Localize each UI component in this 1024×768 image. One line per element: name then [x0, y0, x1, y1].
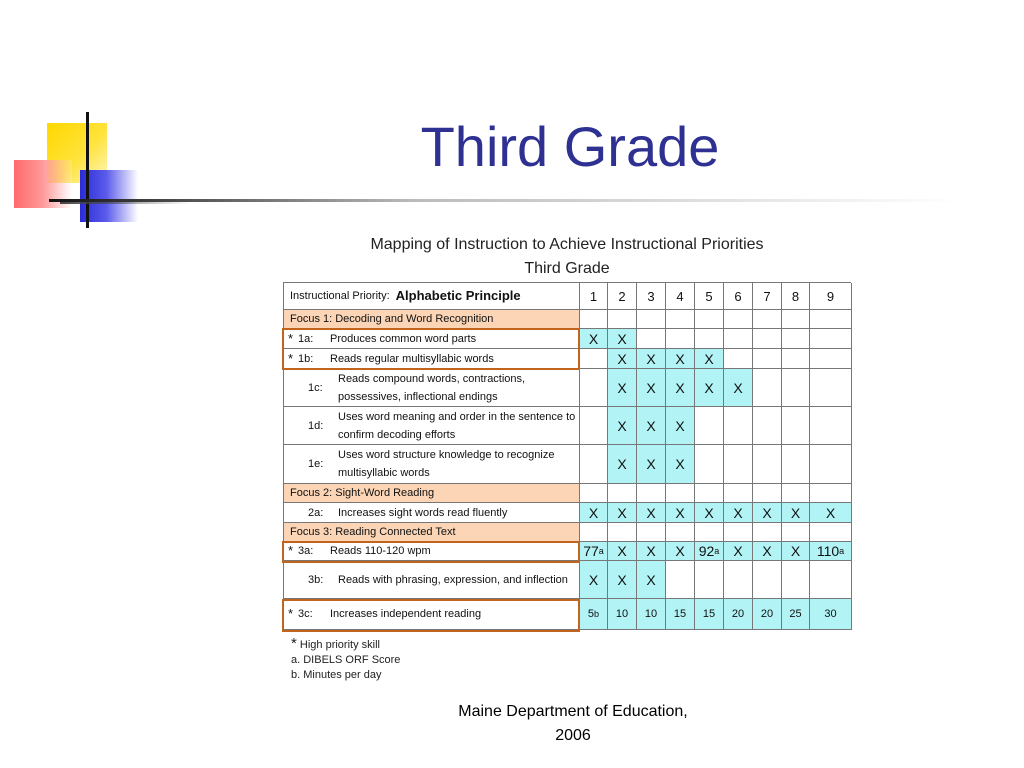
- row-code: 2a:: [308, 506, 324, 519]
- row-1d-label: [284, 407, 580, 445]
- mark-cell: X: [724, 369, 753, 407]
- orf-score: 92: [698, 543, 715, 559]
- row-3a-label: [284, 542, 580, 561]
- empty-cell: [724, 561, 753, 599]
- empty-cell: [580, 484, 608, 503]
- row-code: 1c:: [308, 381, 323, 394]
- mark-cell: X: [666, 542, 695, 561]
- minutes-cell: 30: [810, 599, 852, 630]
- title-underline-accent: [60, 202, 190, 204]
- column-header: 7: [753, 283, 782, 310]
- column-header: 3: [637, 283, 666, 310]
- empty-cell: [810, 369, 852, 407]
- empty-cell: [782, 561, 810, 599]
- empty-cell: [753, 369, 782, 407]
- empty-cell: [753, 407, 782, 445]
- empty-cell: [810, 349, 852, 369]
- empty-cell: [695, 445, 724, 484]
- mark-cell: X: [782, 542, 810, 561]
- mark-cell: X: [608, 349, 637, 369]
- row-1a-label: [284, 329, 580, 349]
- empty-cell: [580, 349, 608, 369]
- mark-cell: X: [666, 349, 695, 369]
- empty-cell: [810, 484, 852, 503]
- empty-cell: [753, 310, 782, 329]
- empty-cell: [782, 329, 810, 349]
- row-text: Reads regular multisyllabic words: [330, 352, 494, 365]
- mark-cell: X: [637, 349, 666, 369]
- column-header: 9: [810, 283, 852, 310]
- mark-cell: X: [608, 542, 637, 561]
- row-code: 1b:: [298, 352, 314, 365]
- footnotes: [291, 636, 400, 683]
- star: *: [288, 330, 294, 346]
- empty-cell: [666, 484, 695, 503]
- row-text: Reads compound words, contractions, possessives, inflectional endings: [338, 372, 526, 403]
- row-code: 1a:: [298, 332, 314, 345]
- row-text: Reads 110-120 wpm: [330, 545, 431, 557]
- row-text: Produces common word parts: [330, 332, 477, 345]
- orf-score: 77: [583, 543, 599, 559]
- empty-cell: [753, 523, 782, 542]
- empty-cell: [753, 349, 782, 369]
- empty-cell: [608, 484, 637, 503]
- empty-cell: [724, 329, 753, 349]
- minutes-cell: 10: [637, 599, 666, 630]
- mark-cell: X: [580, 561, 608, 599]
- mark-cell: X: [810, 503, 852, 523]
- footnote-b: b. Minutes per day: [291, 669, 382, 681]
- empty-cell: [810, 445, 852, 484]
- empty-cell: [782, 484, 810, 503]
- mark-cell: X: [666, 407, 695, 445]
- empty-cell: [753, 445, 782, 484]
- mark-cell: X: [753, 542, 782, 561]
- empty-cell: [724, 523, 753, 542]
- focus-3-label: Focus 3: Reading Connected Text: [284, 523, 580, 542]
- empty-cell: [810, 407, 852, 445]
- empty-cell: [810, 523, 852, 542]
- empty-cell: [782, 349, 810, 369]
- empty-cell: [782, 445, 810, 484]
- mark-cell: X: [695, 503, 724, 523]
- empty-cell: [724, 484, 753, 503]
- empty-cell: [724, 310, 753, 329]
- empty-cell: [637, 310, 666, 329]
- minutes-cell: 20: [753, 599, 782, 630]
- header-label: Instructional Priority:: [290, 290, 390, 302]
- mark-cell: X: [608, 503, 637, 523]
- empty-cell: [666, 523, 695, 542]
- star: *: [288, 350, 294, 366]
- figure-title: [283, 233, 851, 281]
- focus-2-label: Focus 2: Sight-Word Reading: [284, 484, 580, 503]
- figure-title-line2: Third Grade: [524, 260, 610, 277]
- row-code: 3a:: [298, 545, 314, 557]
- column-header: 8: [782, 283, 810, 310]
- mark-cell: X: [695, 369, 724, 407]
- source-line1: Maine Department of Education,: [458, 703, 688, 720]
- minutes-cell: 5 b: [580, 599, 608, 630]
- row-text: Increases sight words read fluently: [338, 506, 508, 519]
- empty-cell: [810, 310, 852, 329]
- minutes-cell: 20: [724, 599, 753, 630]
- row-text: Uses word structure knowledge to recognize multisyllabic words: [338, 449, 555, 479]
- column-header: 5: [695, 283, 724, 310]
- empty-cell: [695, 310, 724, 329]
- mark-cell: X: [608, 561, 637, 599]
- slide-title: Third Grade: [420, 115, 720, 178]
- empty-cell: [580, 369, 608, 407]
- mark-cell: X: [666, 369, 695, 407]
- footnote-a: a. DIBELS ORF Score: [291, 654, 401, 666]
- row-code: 1d:: [308, 419, 324, 432]
- empty-cell: [666, 329, 695, 349]
- empty-cell: [724, 349, 753, 369]
- empty-cell: [580, 523, 608, 542]
- empty-cell: [666, 561, 695, 599]
- row-1b-label: [284, 349, 580, 369]
- row-code: 3b:: [308, 573, 324, 586]
- row-1e-label: [284, 445, 580, 484]
- mark-cell: X: [637, 369, 666, 407]
- empty-cell: [782, 310, 810, 329]
- mark-cell: X: [608, 329, 637, 349]
- mark-cell: X: [753, 503, 782, 523]
- row-code: 1e:: [308, 458, 324, 470]
- empty-cell: [608, 523, 637, 542]
- empty-cell: [810, 561, 852, 599]
- mark-cell: X: [580, 503, 608, 523]
- empty-cell: [695, 484, 724, 503]
- mark-cell: X: [608, 407, 637, 445]
- mark-cell: X: [580, 329, 608, 349]
- mark-cell: X: [637, 407, 666, 445]
- empty-cell: [580, 445, 608, 484]
- column-header: 6: [724, 283, 753, 310]
- empty-cell: [810, 329, 852, 349]
- empty-cell: [782, 407, 810, 445]
- source-line2: 2006: [555, 727, 591, 744]
- row-text: Increases independent reading: [330, 608, 482, 620]
- minutes-cell: 10: [608, 599, 637, 630]
- empty-cell: [753, 561, 782, 599]
- source-citation: [408, 700, 738, 748]
- empty-cell: [580, 310, 608, 329]
- column-header: 1: [580, 283, 608, 310]
- footnote-text: High priority skill: [299, 639, 380, 651]
- minutes-cell: 15: [666, 599, 695, 630]
- figure-title-line1: Mapping of Instruction to Achieve Instructional Priorities: [370, 236, 764, 253]
- mark-cell: X: [637, 561, 666, 599]
- mark-cell: X: [666, 503, 695, 523]
- empty-cell: [608, 310, 637, 329]
- star: *: [288, 606, 294, 621]
- mark-cell: X: [637, 542, 666, 561]
- empty-cell: [637, 484, 666, 503]
- empty-cell: [782, 523, 810, 542]
- mark-cell: X: [666, 445, 695, 484]
- mark-cell: X: [724, 503, 753, 523]
- minutes-cell: 15: [695, 599, 724, 630]
- mark-cell: X: [608, 445, 637, 484]
- mark-cell: X: [637, 445, 666, 484]
- row-text: Uses word meaning and order in the sentence to confirm decoding efforts: [338, 410, 576, 441]
- orf-score-cell: 77 a: [580, 542, 608, 561]
- logo-vertical-line: [86, 112, 89, 228]
- focus-1-label: Focus 1: Decoding and Word Recognition: [284, 310, 580, 329]
- empty-cell: [695, 523, 724, 542]
- column-header: 2: [608, 283, 637, 310]
- empty-cell: [724, 407, 753, 445]
- mark-cell: X: [608, 369, 637, 407]
- empty-cell: [753, 484, 782, 503]
- column-header: 4: [666, 283, 695, 310]
- mark-cell: X: [695, 349, 724, 369]
- empty-cell: [637, 329, 666, 349]
- orf-score: 110: [816, 543, 840, 559]
- star: *: [291, 635, 297, 652]
- row-2a-label: [284, 503, 580, 523]
- empty-cell: [753, 329, 782, 349]
- empty-cell: [695, 407, 724, 445]
- row-code: 3c:: [298, 608, 313, 620]
- row-3c-label: [284, 599, 580, 630]
- orf-score-cell: 110 a: [810, 542, 852, 561]
- row-3b-label: [284, 561, 580, 599]
- empty-cell: [724, 445, 753, 484]
- header-priority: Alphabetic Principle: [395, 288, 521, 303]
- empty-cell: [637, 523, 666, 542]
- mark-cell: X: [782, 503, 810, 523]
- empty-cell: [666, 310, 695, 329]
- mark-cell: X: [637, 503, 666, 523]
- empty-cell: [782, 369, 810, 407]
- instruction-mapping-table: [283, 282, 851, 631]
- empty-cell: [695, 329, 724, 349]
- minutes-cell: 25: [782, 599, 810, 630]
- row-1c-label: [284, 369, 580, 407]
- row-text: Reads with phrasing, expression, and inflection: [338, 573, 568, 586]
- minutes-value: 5: [587, 608, 595, 620]
- empty-cell: [580, 407, 608, 445]
- footnote-high-priority: [291, 636, 400, 653]
- mark-cell: X: [724, 542, 753, 561]
- orf-score-cell: 92 a: [695, 542, 724, 561]
- star: *: [288, 543, 294, 558]
- header-priority-cell: [284, 283, 580, 310]
- empty-cell: [695, 561, 724, 599]
